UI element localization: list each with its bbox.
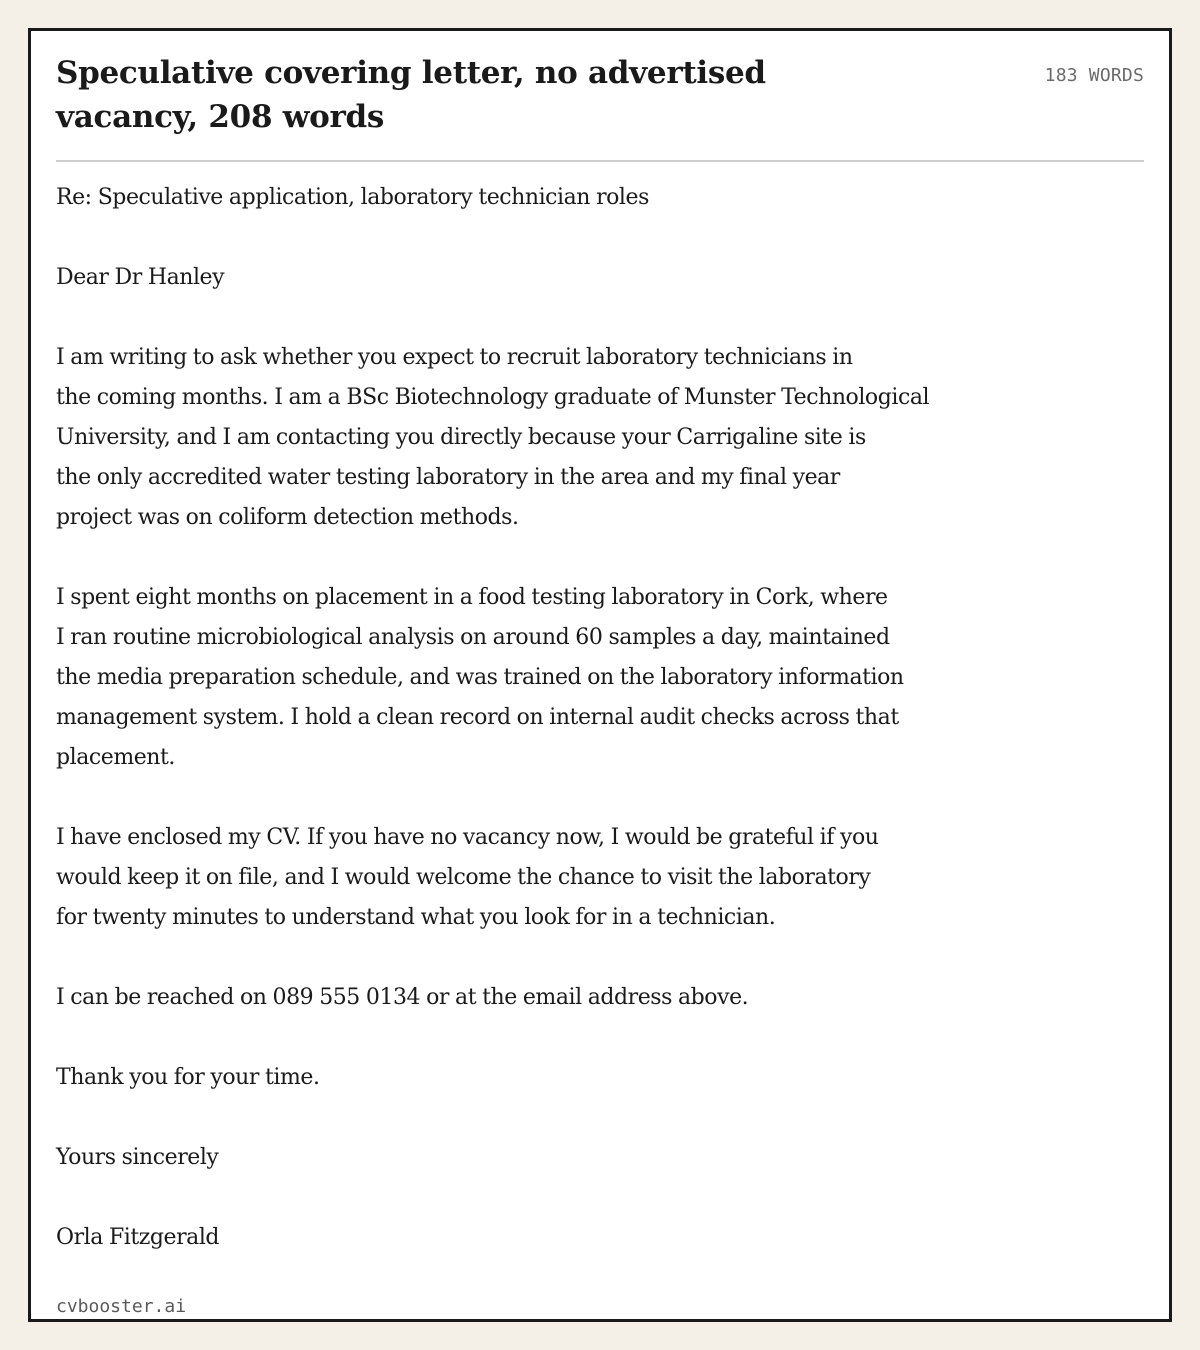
paragraph-line: I ran routine microbiological analysis on around 60 samples a day, maintained (56, 625, 890, 650)
paragraph-line: the only accredited water testing laboratory in the area and my final year (56, 465, 840, 490)
paragraph-line: I spent eight months on placement in a food testing laboratory in Cork, where (56, 585, 888, 610)
paragraph-line: I have enclosed my CV. If you have no vacancy now, I would be grateful if you (56, 825, 879, 850)
paragraph-line: the media preparation schedule, and was trained on the laboratory information (56, 665, 904, 690)
letter-paragraph-5: Thank you for your time. (56, 1065, 320, 1090)
letter-body (56, 178, 1056, 1298)
letter-salutation: Dear Dr Hanley (56, 265, 225, 290)
letter-paragraph-2 (56, 578, 1056, 778)
letter-paragraph-4: I can be reached on 089 555 0134 or at the email address above. (56, 985, 749, 1010)
paragraph-line: the coming months. I am a BSc Biotechnology graduate of Munster Technological (56, 385, 930, 410)
letter-subject: Re: Speculative application, laboratory technician roles (56, 185, 649, 210)
page-title: Speculative covering letter, no advertised vacancy, 208 words (56, 55, 766, 135)
paragraph-line: would keep it on file, and I would welcome the chance to visit the laboratory (56, 865, 871, 890)
paragraph-line: project was on coliform detection methods. (56, 505, 519, 530)
paragraph-line: I am writing to ask whether you expect to recruit laboratory technicians in (56, 345, 853, 370)
letter-paragraph-1 (56, 338, 1056, 538)
paragraph-line: University, and I am contacting you directly because your Carrigaline site is (56, 425, 866, 450)
paragraph-line: for twenty minutes to understand what you look for in a technician. (56, 905, 776, 930)
letter-signature: Orla Fitzgerald (56, 1225, 220, 1250)
brand-footer: cvbooster.ai (56, 1296, 187, 1317)
word-count-badge: 183 WORDS (1044, 65, 1144, 86)
paragraph-line: management system. I hold a clean record on internal audit checks across that (56, 705, 899, 730)
header-divider (56, 160, 1144, 162)
letter-card (28, 28, 1172, 1322)
letter-closing: Yours sincerely (56, 1145, 219, 1170)
card-header (56, 51, 1144, 161)
letter-paragraph-3 (56, 818, 1056, 938)
paragraph-line: placement. (56, 745, 175, 770)
